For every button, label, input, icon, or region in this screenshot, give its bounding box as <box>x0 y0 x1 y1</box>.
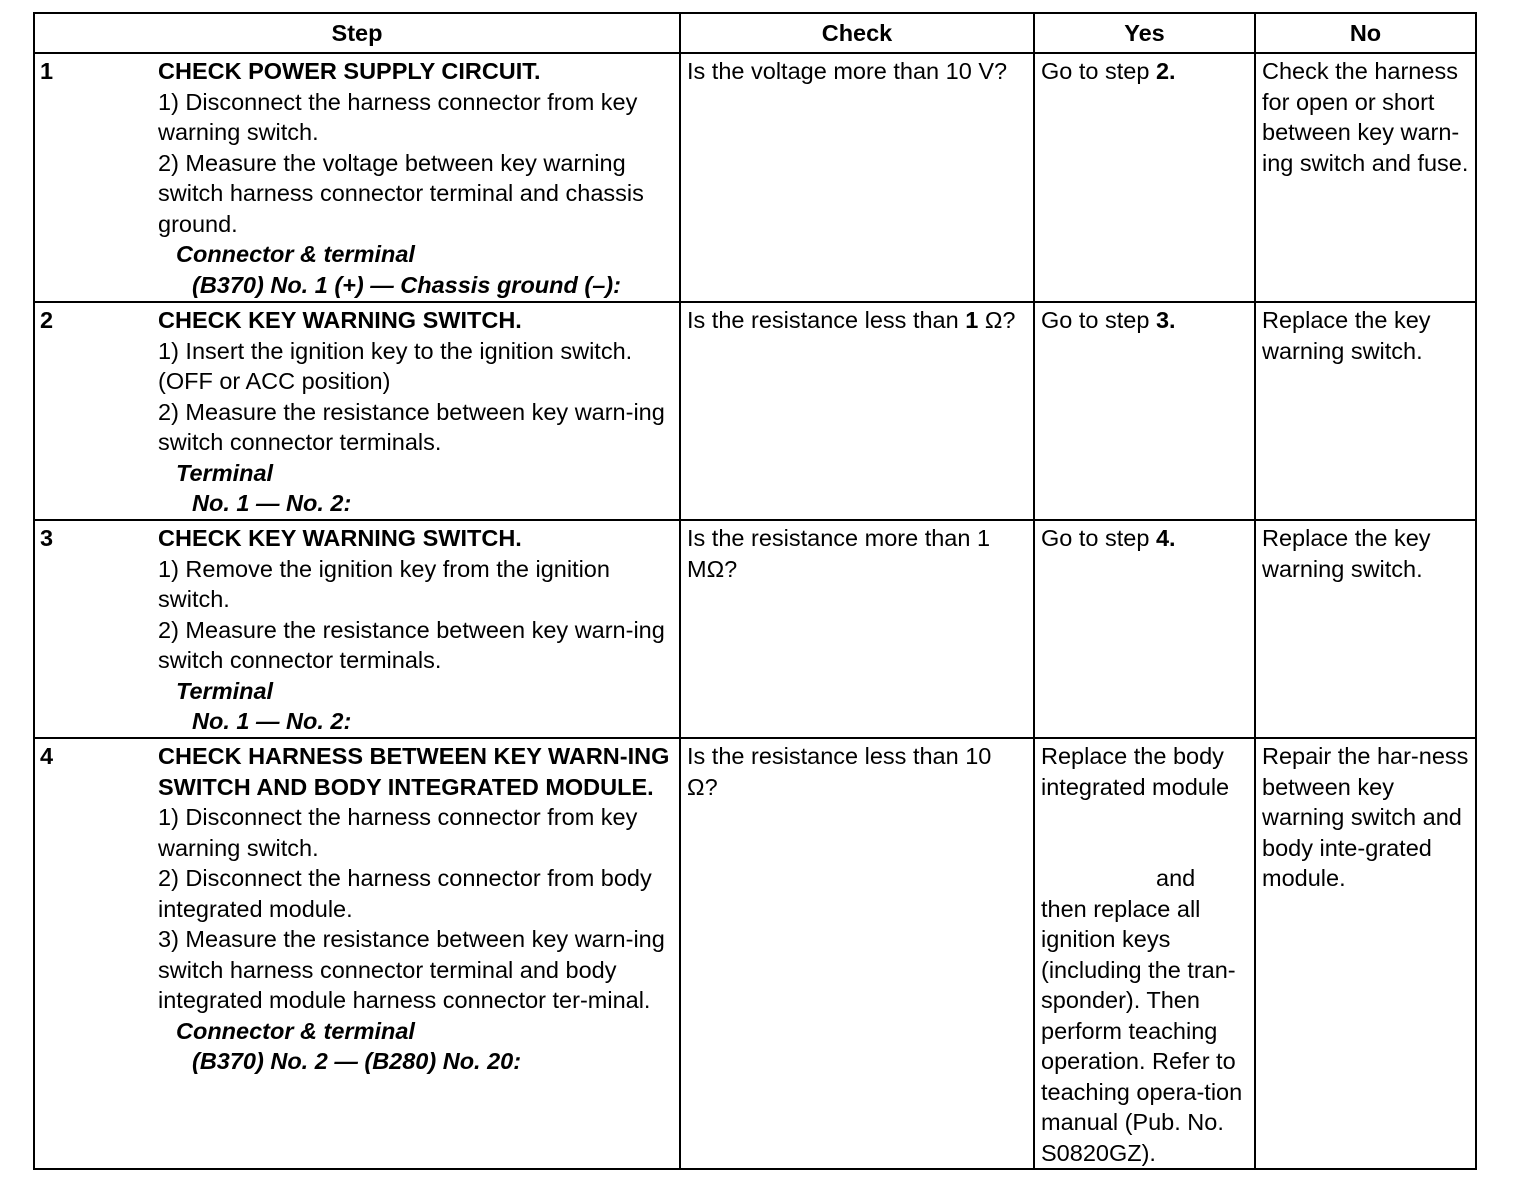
step-description <box>158 738 680 1169</box>
yes-step-ref: 2. <box>1155 58 1176 84</box>
step-substep: 1) Disconnect the harness connector from key warning switch. <box>158 804 638 861</box>
spec-value: (B370) No. 2 — (B280) No. 20: <box>192 1048 522 1074</box>
spec-label: Connector & terminal <box>176 241 415 267</box>
step-substep: 2) Measure the voltage between key warning switch harness connector terminal and chassis ground. <box>158 149 644 237</box>
step-number: 4 <box>34 738 158 1169</box>
yes-text: Go to step <box>1041 307 1156 333</box>
step-description <box>158 53 680 302</box>
yes-cell <box>1034 738 1255 1169</box>
yes-text: Go to step <box>1041 58 1156 84</box>
step-number: 3 <box>34 520 158 738</box>
yes-text: Replace the body integrated module <box>1041 743 1230 800</box>
no-cell: Replace the key warning switch. <box>1255 520 1476 738</box>
header-row <box>34 13 1476 53</box>
check-value: 1 <box>965 307 979 333</box>
spec-value: No. 1 — No. 2: <box>192 490 352 516</box>
check-cell: Is the resistance less than 10 Ω? <box>680 738 1034 1169</box>
check-cell: Is the resistance more than 1 MΩ? <box>680 520 1034 738</box>
yes-text: Go to step <box>1041 525 1156 551</box>
table-row <box>34 738 1476 1169</box>
check-text: Is the resistance less than <box>687 307 966 333</box>
diagnostic-table-wrapper <box>33 12 1477 1170</box>
no-cell: Replace the key warning switch. <box>1255 302 1476 520</box>
yes-text: then replace all ignition keys (including the tran-sponder). Then perform teaching operation. Refer to teaching opera-tion manual (Pub. No. S0820GZ). <box>1041 895 1243 1166</box>
yes-cell <box>1034 520 1255 738</box>
check-cell: Is the voltage more than 10 V? <box>680 53 1034 302</box>
step-substep: 2) Measure the resistance between key warn-ing switch connector terminals. <box>158 616 665 673</box>
step-title: CHECK KEY WARNING SWITCH. <box>158 525 522 551</box>
step-substep: 1) Disconnect the harness connector from key warning switch. <box>158 88 638 145</box>
header-check: Check <box>680 13 1034 53</box>
header-step: Step <box>34 13 680 53</box>
step-title: CHECK HARNESS BETWEEN KEY WARN-ING SWITCH AND BODY INTEGRATED MODULE. <box>158 743 670 800</box>
diagnostic-table <box>33 12 1477 1170</box>
step-substep: 3) Measure the resistance between key warn-ing switch harness connector terminal and body integrated module harness connector ter-minal. <box>158 926 665 1013</box>
step-substep: 1) Insert the ignition key to the ignition switch. (OFF or ACC position) <box>158 337 633 394</box>
spec-label: Connector & terminal <box>176 1017 415 1044</box>
no-cell: Repair the har-ness between key warning switch and body inte-grated module. <box>1255 738 1476 1169</box>
header-yes: Yes <box>1034 13 1255 53</box>
step-substep: 2) Measure the resistance between key warn-ing switch connector terminals. <box>158 398 665 455</box>
step-number: 2 <box>34 302 158 520</box>
step-title: CHECK POWER SUPPLY CIRCUIT. <box>158 58 541 84</box>
table-row <box>34 520 1476 738</box>
step-substep: 2) Disconnect the harness connector from body integrated module. <box>158 865 652 922</box>
spacer <box>1041 802 1248 863</box>
step-description <box>158 302 680 520</box>
yes-cell <box>1034 302 1255 520</box>
table-row <box>34 302 1476 520</box>
header-no: No <box>1255 13 1476 53</box>
check-unit: Ω? <box>984 307 1016 333</box>
spec-value: No. 1 — No. 2: <box>192 708 352 734</box>
spec-value: (B370) No. 1 (+) — Chassis ground (–): <box>192 271 621 298</box>
step-description <box>158 520 680 738</box>
yes-step-ref: 4. <box>1155 525 1176 551</box>
table-row <box>34 53 1476 302</box>
yes-cell <box>1034 53 1255 302</box>
spec-label: Terminal <box>176 677 274 704</box>
step-title: CHECK KEY WARNING SWITCH. <box>158 307 522 333</box>
yes-step-ref: 3. <box>1155 307 1176 333</box>
no-cell: Check the harness for open or short between key warn-ing switch and fuse. <box>1255 53 1476 302</box>
yes-text: and <box>1156 865 1196 891</box>
step-substep: 1) Remove the ignition key from the ignition switch. <box>158 555 610 612</box>
step-number: 1 <box>34 53 158 302</box>
spec-label: Terminal <box>176 459 274 486</box>
check-cell <box>680 302 1034 520</box>
